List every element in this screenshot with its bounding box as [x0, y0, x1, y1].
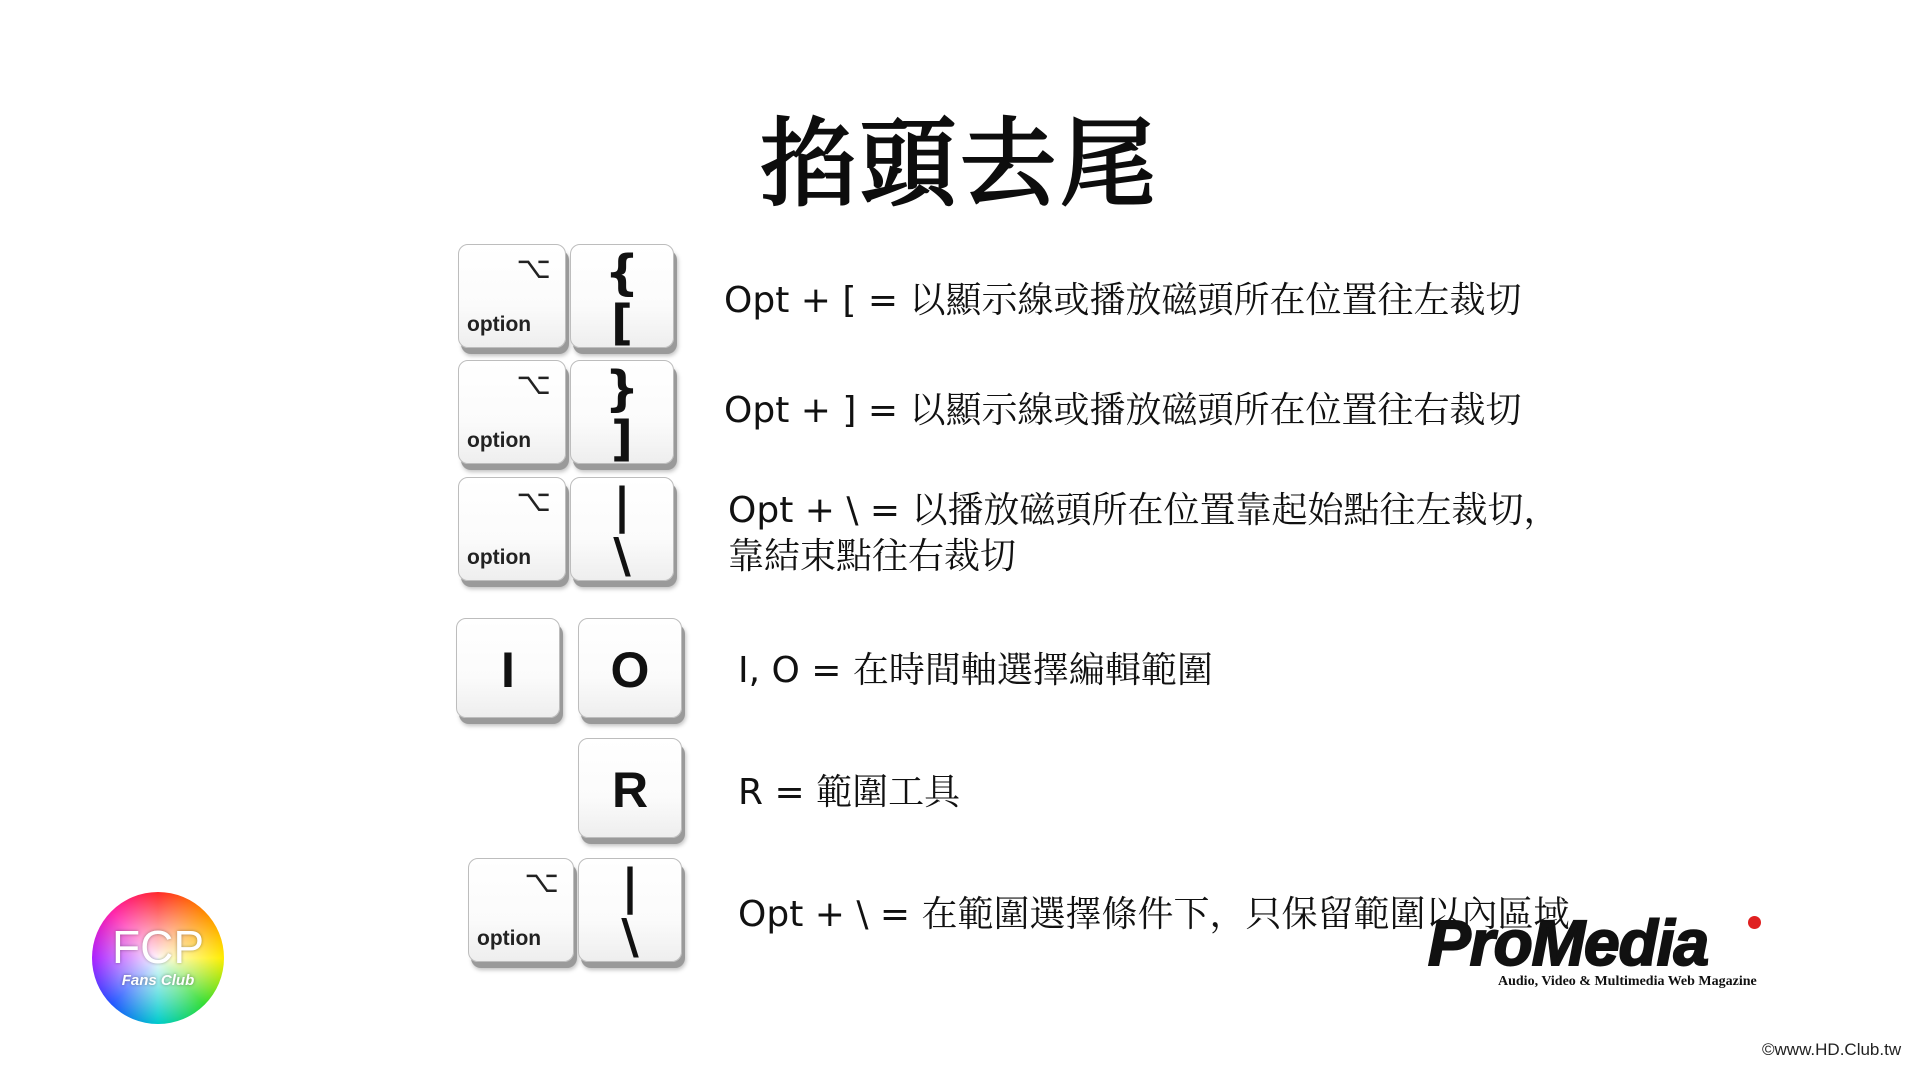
fcp-fans-club-logo	[92, 892, 224, 1024]
o-key	[578, 618, 682, 718]
promedia-red-dot-icon	[1748, 916, 1761, 929]
key-bottom-char: \	[613, 528, 631, 584]
option-symbol-icon: ⌥	[516, 251, 551, 286]
backslash-key	[578, 858, 682, 965]
option-key	[468, 858, 574, 962]
shortcut-description: I, O = 在時間軸選擇編輯範圍	[738, 650, 1213, 691]
key-letter: R	[611, 762, 649, 818]
option-symbol-icon: ⌥	[516, 484, 551, 519]
bracket-right-key	[570, 360, 674, 467]
key-bottom-char: \	[621, 909, 639, 965]
shortcut-description: Opt + \ = 在範圍選擇條件下，只保留範圍以內區域	[738, 894, 1570, 935]
option-label: option	[467, 429, 532, 452]
shortcut-description-line1: Opt + \ = 以播放磁頭所在位置靠起始點往左裁切，	[728, 490, 1560, 531]
key-top-char: |	[613, 478, 631, 534]
page-title: 掐頭去尾	[760, 108, 1160, 220]
i-key	[456, 618, 560, 718]
key-letter: O	[610, 642, 650, 698]
copyright-watermark: ©www.HD.Club.tw	[1762, 1040, 1902, 1059]
option-symbol-icon: ⌥	[516, 367, 551, 402]
key-top-char: }	[604, 361, 640, 417]
shortcut-description: Opt + [ = 以顯示線或播放磁頭所在位置往左裁切	[724, 280, 1522, 321]
option-label: option	[467, 546, 532, 569]
fcp-logo-subtext: Fans Club	[121, 972, 195, 989]
shortcut-description: Opt + ] = 以顯示線或播放磁頭所在位置往右裁切	[724, 390, 1522, 431]
promedia-tagline: Audio, Video & Multimedia Web Magazine	[1498, 974, 1757, 989]
shortcut-description-line2: 靠結束點往右裁切	[728, 536, 1017, 577]
key-bottom-char: [	[611, 295, 633, 351]
fcp-logo-text: FCP	[112, 921, 204, 973]
r-key	[578, 738, 682, 838]
option-symbol-icon: ⌥	[524, 865, 559, 900]
shortcut-description: R = 範圍工具	[738, 772, 961, 813]
promedia-logo: ProMedia	[1428, 907, 1709, 979]
key-top-char: |	[621, 859, 639, 915]
bracket-left-key	[570, 244, 674, 351]
option-label: option	[467, 313, 532, 336]
option-label: option	[477, 927, 542, 950]
key-top-char: {	[604, 245, 640, 301]
option-key	[458, 360, 566, 464]
key-bottom-char: ]	[611, 411, 633, 467]
key-letter: I	[501, 642, 515, 698]
option-key	[458, 244, 566, 348]
backslash-key	[570, 477, 674, 584]
option-key	[458, 477, 566, 581]
